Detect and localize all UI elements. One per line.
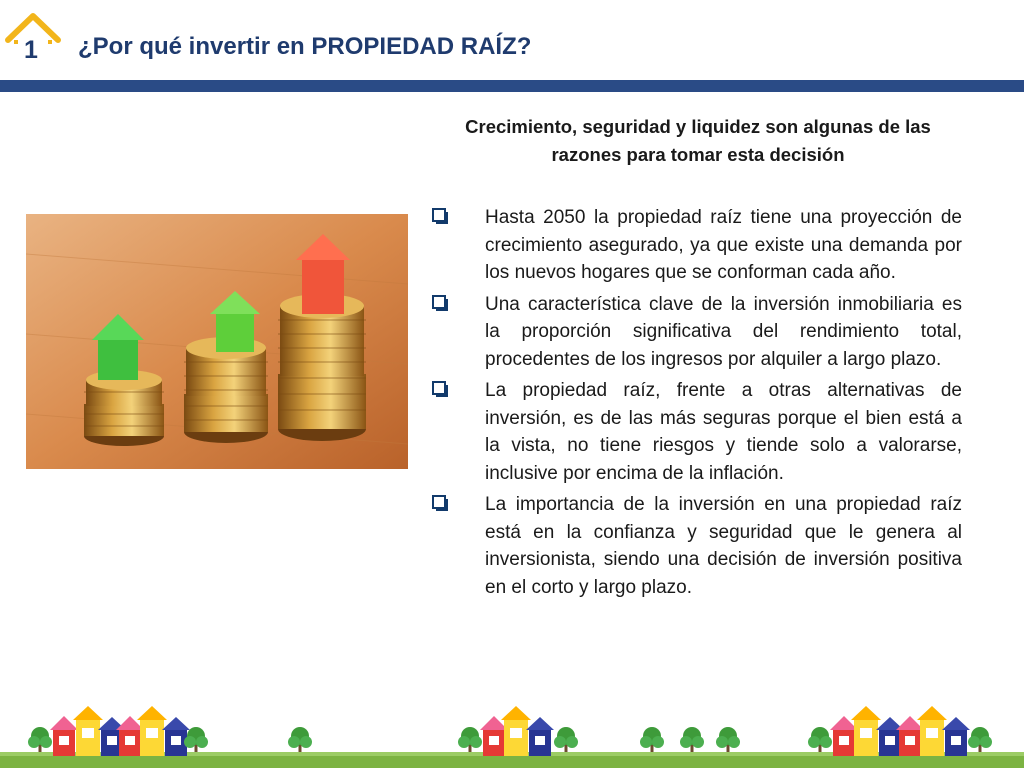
hollow-square-checkbox-icon — [432, 295, 449, 312]
title-divider-bar — [0, 80, 1024, 92]
bullet-text: Hasta 2050 la propiedad raíz tiene una proyección de crecimiento asegurado, ya que existe una demanda por los nuevos hogares que se conforman cada año. — [485, 207, 962, 283]
bullet-item — [432, 291, 962, 374]
slide-subtitle: Crecimiento, seguridad y liquidez son algunas de las razones para tomar esta decisión — [465, 116, 931, 165]
hollow-square-checkbox-icon — [432, 495, 449, 512]
hollow-square-checkbox-icon — [432, 381, 449, 398]
bullet-text: La propiedad raíz, frente a otras alternativas de inversión, es de las más seguras porque el bien está a la vista, no tiene riesgos y tiende solo a valorarse, inclusive por encima de la inflación. — [485, 380, 962, 484]
coins-houses-photo — [26, 214, 408, 469]
bullet-item — [432, 204, 962, 287]
houses-footer-illustration — [0, 700, 1024, 768]
slide-number: 1 — [24, 36, 38, 64]
bullet-item — [432, 377, 962, 487]
bullet-text: La importancia de la inversión en una propiedad raíz está en la confianza y seguridad que le genera al inversionista, siendo una decisión de inversión positiva en el corto y largo plazo. — [485, 494, 962, 598]
bullet-text: Una característica clave de la inversión inmobiliaria es la proporción significativa del rendimiento total, procedentes de los ingresos por alquiler a largo plazo. — [485, 293, 962, 370]
bullet-item — [432, 491, 962, 601]
slide-title: ¿Por qué invertir en PROPIEDAD RAÍZ? — [78, 33, 532, 60]
hollow-square-checkbox-icon — [432, 208, 449, 225]
bullet-list — [432, 204, 962, 605]
